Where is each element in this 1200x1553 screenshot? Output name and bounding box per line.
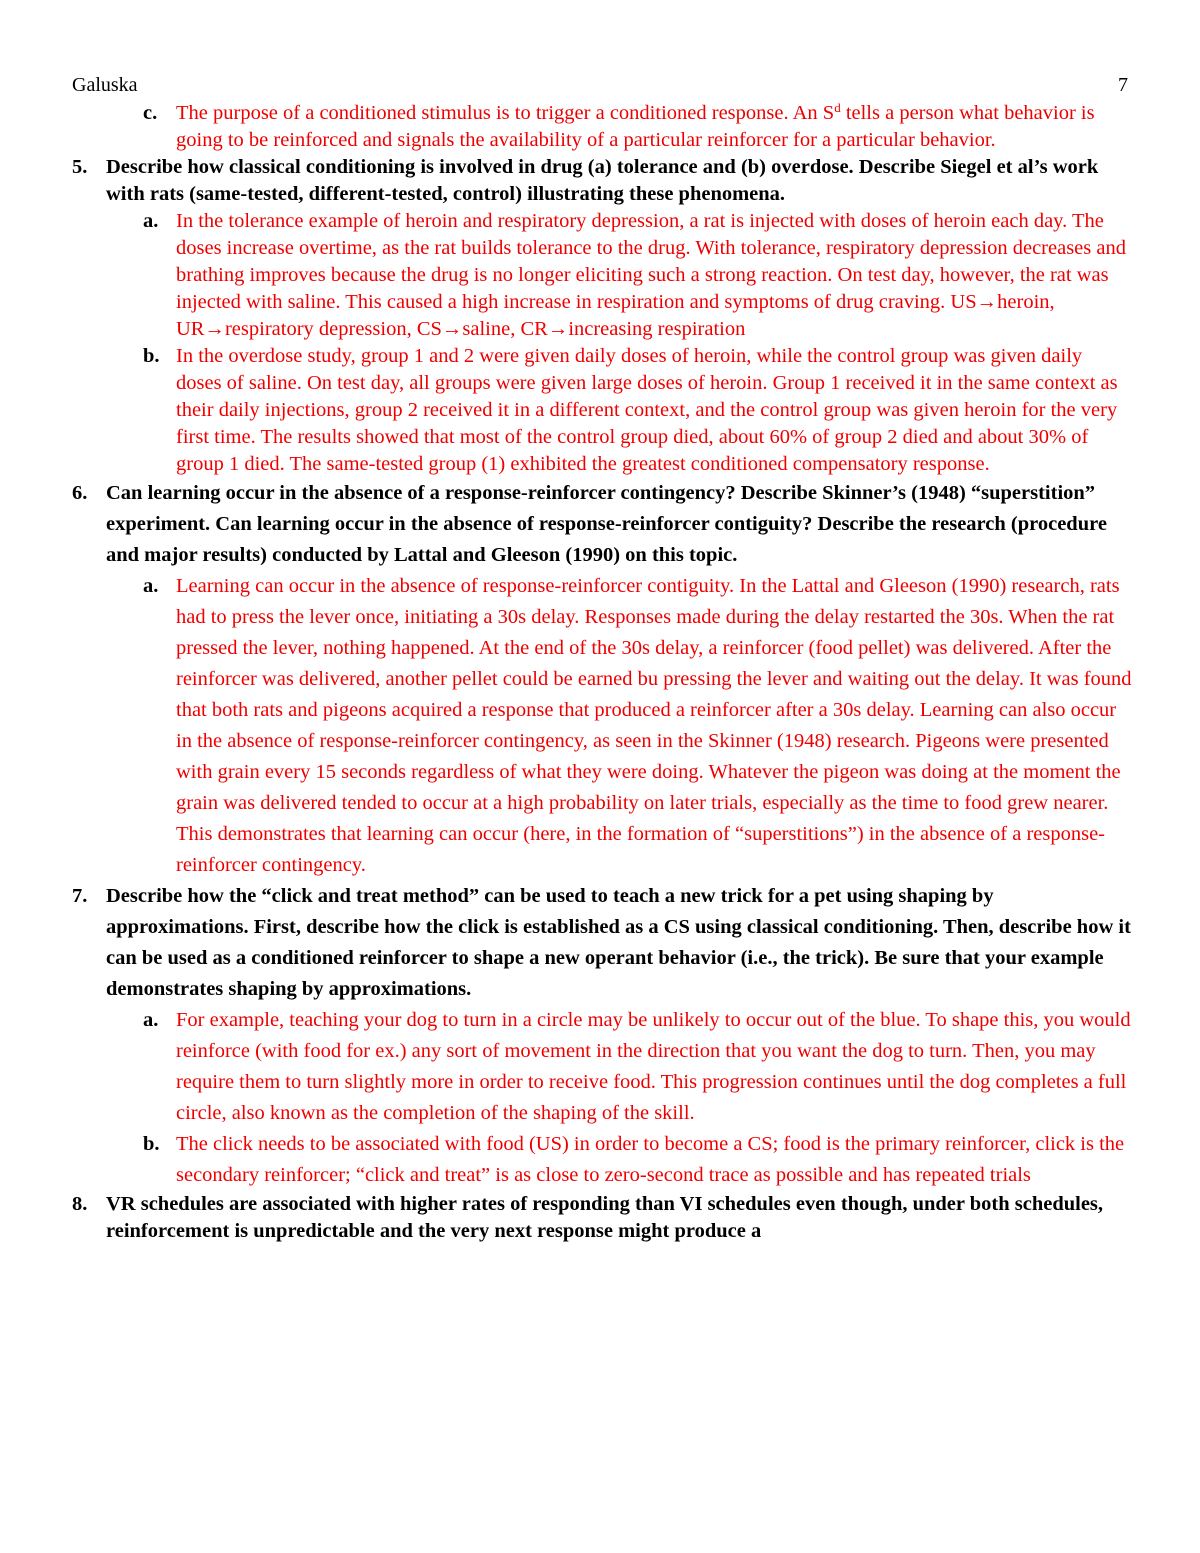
question-item [72, 154, 1132, 208]
page-number: 7 [1118, 74, 1128, 96]
answer-label: b. [143, 1133, 160, 1155]
answer-label: a. [143, 1009, 159, 1031]
header-author: Galuska [72, 74, 138, 96]
question-text: VR schedules are associated with higher rates of responding than VI schedules even though, under both schedules, reinforcement is unpredictable and the very next response might produce a [106, 1193, 1104, 1242]
answer-item [72, 343, 1132, 478]
answer-item [72, 571, 1132, 881]
document-body [72, 100, 1132, 1245]
answer-item [72, 1005, 1132, 1129]
answer-text: The purpose of a conditioned stimulus is to trigger a conditioned response. An S [176, 102, 835, 124]
answer-text: For example, teaching your dog to turn in a circle may be unlikely to occur out of the blue. To shape this, you would reinforce (with food for ex.) any sort of movement in the direction that you want the dog to turn. Then, you may require them to turn slightly more in order to receive food. This progression continues until the dog completes a full circle, also known as the completion of the shaping of the skill. [176, 1009, 1131, 1124]
question-item [72, 881, 1132, 1005]
answer-text-continued: tells a person what behavior is going to be reinforced and signals the availability of a particular reinforcer for a particular behavior. [176, 102, 1095, 151]
superscript-d: d [834, 100, 841, 115]
question-number: 7. [72, 885, 88, 907]
answer-text: In the tolerance example of heroin and respiratory depression, a rat is injected with doses of heroin each day. The doses increase overtime, as the rat builds tolerance to the drug. With tolerance, respiratory depression decreases and brathing improves because the drug is no longer eliciting such a strong reaction. On test day, however, the rat was injected with saline. This caused a high increase in respiration and symptoms of drug craving. US→heroin, UR→respiratory depression, CS→saline, CR→increasing respiration [176, 210, 1126, 340]
answer-item [72, 1129, 1132, 1191]
answer-item [72, 100, 1132, 154]
question-number: 6. [72, 482, 88, 504]
question-number: 5. [72, 156, 88, 178]
question-number: 8. [72, 1193, 88, 1215]
answer-item [72, 208, 1132, 343]
question-item [72, 478, 1132, 571]
answer-text: The click needs to be associated with food (US) in order to become a CS; food is the primary reinforcer, click is the secondary reinforcer; “click and treat” is as close to zero-second trace as possible and has repeated trials [176, 1133, 1125, 1186]
question-text: Describe how the “click and treat method” can be used to teach a new trick for a pet using shaping by approximations. First, describe how the click is established as a CS using classical conditioning. Then, describe how it can be used as a conditioned reinforcer to shape a new operant behavior (i.e., the trick). Be sure that your example demonstrates shaping by approximations. [106, 885, 1131, 1000]
answer-label: a. [143, 575, 159, 597]
question-text: Can learning occur in the absence of a response-reinforcer contingency? Describe Skinner’s (1948) “superstition” experiment. Can learning occur in the absence of response-reinforcer contiguity? Describe the research (procedure and major results) conducted by Lattal and Gleeson (1990) on this topic. [106, 482, 1107, 566]
answer-label: a. [143, 210, 159, 232]
answer-label: b. [143, 345, 160, 367]
answer-text: In the overdose study, group 1 and 2 were given daily doses of heroin, while the control group was given daily doses of saline. On test day, all groups were given large doses of heroin. Group 1 received it in the same context as their daily injections, group 2 received it in a different context, and the control group was given heroin for the very first time. The results showed that most of the control group died, about 60% of group 2 died and about 30% of group 1 died. The same-tested group (1) exhibited the greatest conditioned compensatory response. [176, 345, 1118, 475]
page-header [72, 74, 1128, 102]
question-item [72, 1191, 1132, 1245]
answer-text: Learning can occur in the absence of response-reinforcer contiguity. In the Lattal and Gleeson (1990) research, rats had to press the lever once, initiating a 30s delay. Responses made during the delay restarted the 30s. When the rat pressed the lever, nothing happened. At the end of the 30s delay, a reinforcer (food pellet) was delivered. After the reinforcer was delivered, another pellet could be earned bu pressing the lever and waiting out the delay. It was found that both rats and pigeons acquired a response that produced a reinforcer after a 30s delay. Learning can also occur in the absence of response-reinforcer contingency, as seen in the Skinner (1948) research. Pigeons were presented with grain every 15 seconds regardless of what they were doing. Whatever the pigeon was doing at the moment the grain was delivered tended to occur at a high probability on later trials, especially as the time to food grew nearer. This demonstrates that learning can occur (here, in the formation of “superstitions”) in the absence of a response-reinforcer contingency. [176, 575, 1132, 876]
question-text: Describe how classical conditioning is involved in drug (a) tolerance and (b) overdose. Describe Siegel et al’s work with rats (same-tested, different-tested, control) illustrating these phenomena. [106, 156, 1099, 205]
answer-label: c. [143, 102, 158, 124]
